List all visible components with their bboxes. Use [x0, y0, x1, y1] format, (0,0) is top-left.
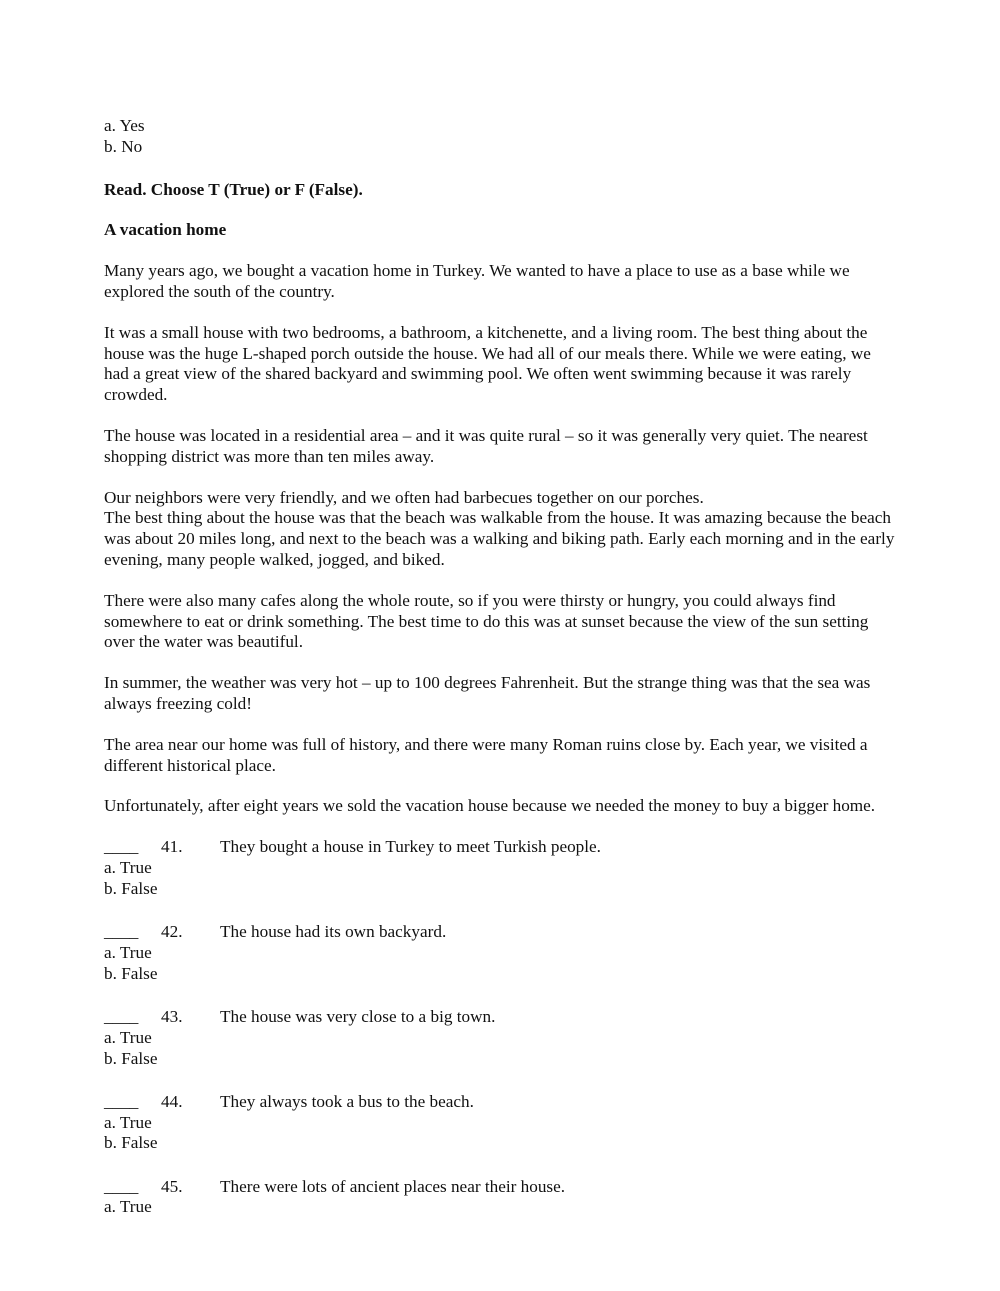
option-true[interactable]: a. True — [104, 857, 152, 877]
instructions-heading: Read. Choose T (True) or F (False). — [104, 179, 363, 199]
question-text: The house had its own backyard. — [220, 922, 447, 942]
option-no: b. No — [104, 136, 143, 156]
question-text: There were lots of ancient places near their house. — [220, 1176, 566, 1196]
paragraph: It was a small house with two bedrooms, a bathroom, a kitchenette, and a living room. The best thing about the house was the huge L-shaped porch outside the house. We had all of our meals there. While we were eating, we had a great view of the shared backyard and swimming pool. We often went swimming because it was rarely crowded. — [104, 322, 871, 405]
question-43 — [104, 1007, 904, 1069]
question-number: 44. — [161, 1091, 183, 1111]
option-true[interactable]: a. True — [104, 1112, 152, 1132]
paragraph: Our neighbors were very friendly, and we often had barbecues together on our porches. — [104, 487, 704, 507]
option-false[interactable]: b. False — [104, 963, 158, 983]
reading-passage — [104, 261, 896, 817]
question-number: 42. — [161, 922, 183, 942]
paragraph: The house was located in a residential area – and it was quite rural – so it was generally very quiet. The nearest shopping district was more than ten miles away. — [104, 425, 868, 466]
question-44 — [104, 1092, 904, 1154]
option-yes: a. Yes — [104, 116, 145, 135]
question-number: 41. — [161, 837, 183, 857]
reading-title: A vacation home — [104, 220, 227, 240]
question-41 — [104, 837, 904, 899]
question-text: They bought a house in Turkey to meet Turkish people. — [220, 837, 601, 857]
paragraph: Many years ago, we bought a vacation home in Turkey. We wanted to have a place to use as a base while we explored the south of the country. — [104, 261, 850, 301]
worksheet-page — [104, 116, 904, 1241]
question-number: 43. — [161, 1006, 183, 1026]
option-false[interactable]: b. False — [104, 1048, 158, 1068]
answer-blank[interactable]: ____ — [104, 922, 139, 942]
paragraph: There were also many cafes along the whole route, so if you were thirsty or hungry, you could always find somewhere to eat or drink something. The best time to do this was at sunset because the view of the sun setting over the water was beautiful. — [104, 590, 869, 652]
option-true[interactable]: a. True — [104, 942, 152, 962]
question-text: The house was very close to a big town. — [220, 1006, 496, 1026]
previous-question-options — [104, 116, 904, 158]
option-false[interactable]: b. False — [104, 1133, 158, 1153]
paragraph: In summer, the weather was very hot – up to 100 degrees Fahrenheit. But the strange thing was that the sea was always freezing cold! — [104, 673, 871, 713]
answer-blank[interactable]: ____ — [104, 837, 139, 857]
question-list — [104, 837, 904, 1218]
answer-blank[interactable]: ____ — [104, 1176, 139, 1196]
question-45 — [104, 1177, 904, 1219]
paragraph: Unfortunately, after eight years we sold the vacation house because we needed the money to buy a bigger home. — [104, 796, 876, 816]
question-text: They always took a bus to the beach. — [220, 1091, 474, 1111]
option-true[interactable]: a. True — [104, 1027, 152, 1047]
option-false[interactable]: b. False — [104, 878, 158, 898]
question-42 — [104, 922, 904, 984]
answer-blank[interactable]: ____ — [104, 1091, 139, 1111]
question-number: 45. — [161, 1176, 183, 1196]
answer-blank[interactable]: ____ — [104, 1006, 139, 1026]
paragraph: The best thing about the house was that the beach was walkable from the house. It was amazing because the beach was about 20 miles long, and next to the beach was a walking and biking path. Early each morning and in the early evening, many people walked, jogged, and biked. — [104, 508, 895, 569]
option-true[interactable]: a. True — [104, 1197, 152, 1217]
paragraph: The area near our home was full of history, and there were many Roman ruins close by. Each year, we visited a different historical place. — [104, 734, 868, 775]
